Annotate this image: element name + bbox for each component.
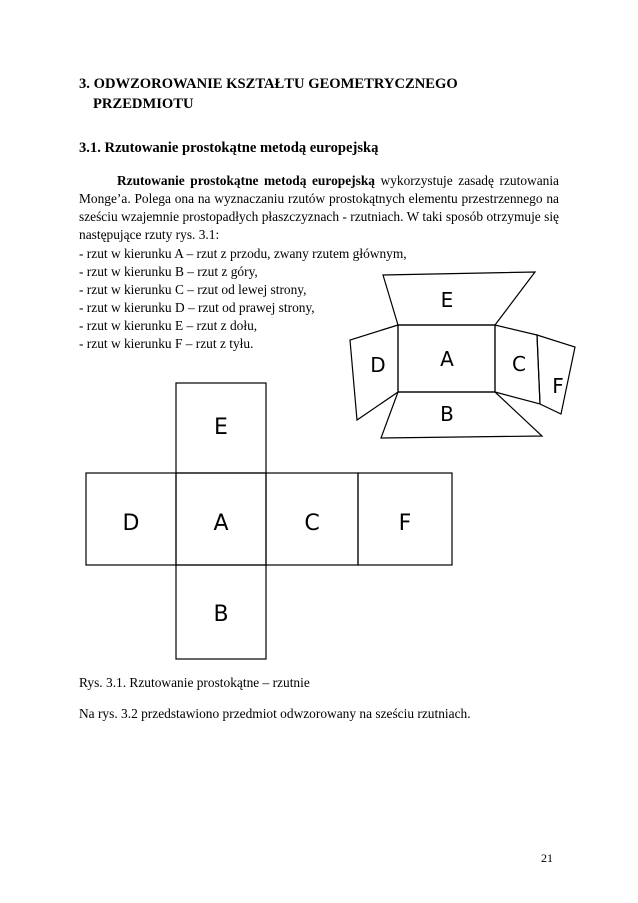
list-item: - rzut w kierunku F – rzut z tyłu. bbox=[79, 336, 254, 351]
net-label-bottom: B bbox=[213, 602, 229, 627]
net-label-top: E bbox=[214, 415, 228, 440]
box-label-far-right: F bbox=[552, 374, 564, 398]
list-item: - rzut w kierunku C – rzut od lewej strony, bbox=[79, 282, 307, 297]
page-number: 21 bbox=[541, 851, 553, 865]
unfolded-box-sketch bbox=[350, 272, 575, 438]
chapter-heading-line2: PRZEDMIOTU bbox=[93, 96, 194, 112]
net-label-right: C bbox=[304, 511, 320, 536]
list-item: - rzut w kierunku E – rzut z dołu, bbox=[79, 318, 258, 333]
box-face-top bbox=[383, 272, 535, 325]
list-item: - rzut w kierunku A – rzut z przodu, zwany rzutem głównym, bbox=[79, 246, 407, 261]
section-heading: 3.1. Rzutowanie prostokątne metodą europejską bbox=[79, 140, 379, 156]
list-item: - rzut w kierunku D – rzut od prawej strony, bbox=[79, 300, 315, 315]
box-label-left: D bbox=[370, 353, 386, 377]
figure-note: Na rys. 3.2 przedstawiono przedmiot odwzorowany na sześciu rzutniach. bbox=[79, 706, 471, 721]
intro-text: wykorzystuje zasadę rzutowania Monge’a. Polega ona na wyznaczaniu rzutów prostokątnych elementu przestrzennego na sześciu wzajemnie prostopadłych płaszczyznach - rzutniach. W taki sposób otrzymuje się następujące rzuty rys. 3.1: bbox=[79, 173, 559, 242]
box-face-bottom bbox=[381, 392, 542, 438]
net-label-center: A bbox=[213, 511, 229, 536]
box-label-bottom: B bbox=[440, 402, 454, 426]
chapter-heading-line1: 3. ODWZOROWANIE KSZTAŁTU GEOMETRYCZNEGO bbox=[79, 76, 458, 92]
box-label-right: C bbox=[512, 352, 526, 376]
box-label-top: E bbox=[440, 288, 454, 312]
list-item: - rzut w kierunku B – rzut z góry, bbox=[79, 264, 258, 279]
net-label-left: D bbox=[122, 511, 140, 536]
figure-caption: Rys. 3.1. Rzutowanie prostokątne – rzutnie bbox=[79, 675, 310, 690]
net-label-far-right: F bbox=[398, 511, 412, 536]
box-label-center: A bbox=[440, 347, 454, 371]
projection-net bbox=[86, 383, 452, 659]
intro-bold-term: Rzutowanie prostokątne metodą europejską bbox=[117, 173, 375, 188]
